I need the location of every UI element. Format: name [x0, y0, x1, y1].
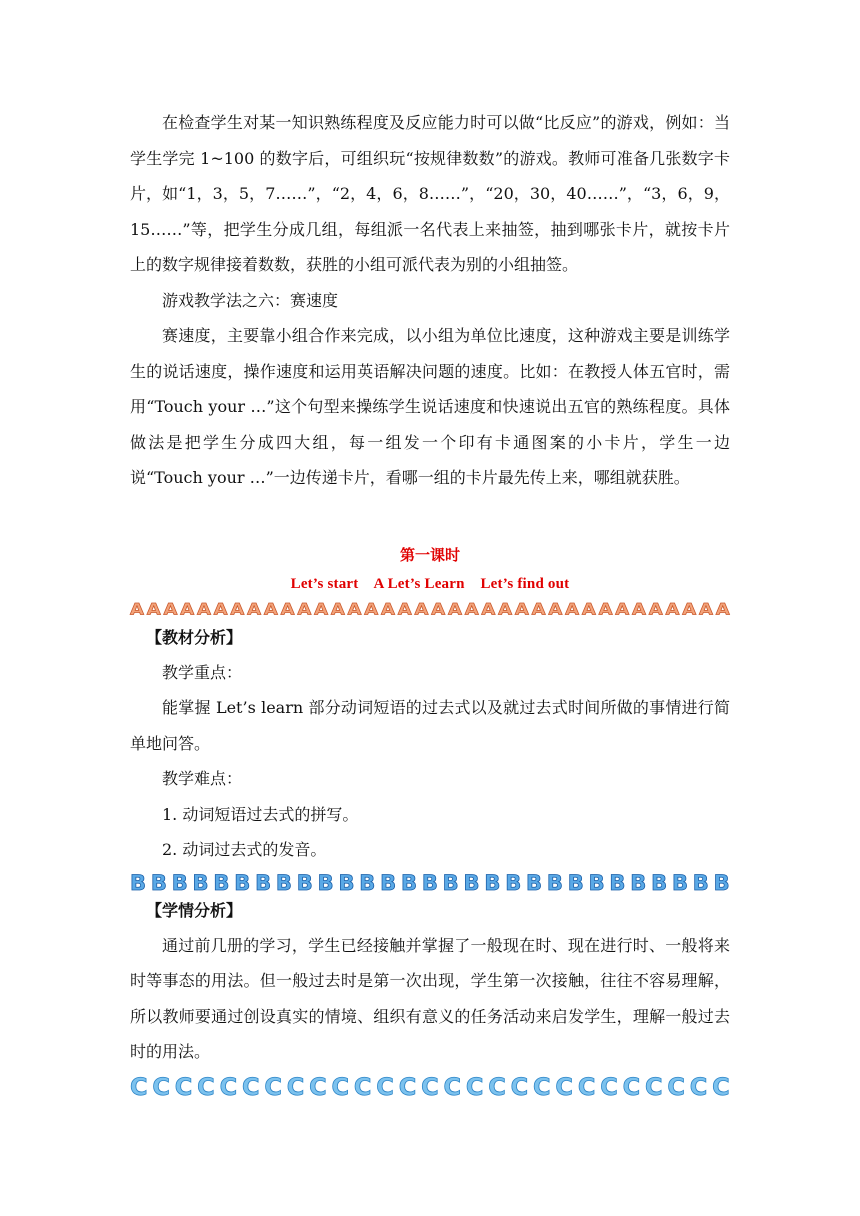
- divider-letter: B: [630, 870, 647, 895]
- teaching-focus-text: 能掌握 Let’s learn 部分动词短语的过去式以及就过去式时间所做的事情进行简单地问答。: [130, 698, 730, 753]
- divider-letter: A: [632, 600, 646, 619]
- divider-a-letters: [130, 599, 730, 621]
- difficulty-item-1: 1. 动词短语过去式的拼写。: [162, 804, 359, 824]
- divider-letter: A: [196, 600, 211, 619]
- divider-letter: C: [689, 1072, 708, 1101]
- lesson-title: 第一课时: [399, 547, 460, 564]
- divider-letter: C: [644, 1072, 663, 1101]
- divider-letter: B: [213, 870, 230, 895]
- divider-b-letters: [130, 872, 730, 894]
- divider-letter: A: [414, 600, 429, 619]
- divider-letter: C: [488, 1072, 506, 1101]
- divider-letter: C: [130, 1072, 148, 1101]
- game-paragraph-reaction: 在检查学生对某一知识熟练程度及反应能力时可以做“比反应”的游戏，例如：当学生学完 1~100 的数字后，可组织玩“按规律数数”的游戏。教师可准备几张数字卡片，如“1，3，5，7……”，“2，4，6，8……”，“20，30，40……”，“3，6，9，15……”等，把学生分成几组，每组派一名代表上来抽签，抽到哪张卡片，就按卡片上的数字规律接着数数，获胜的小组可派代表为别的小组抽签。: [130, 113, 730, 274]
- divider-letter: B: [400, 870, 417, 895]
- divider-letter: B: [317, 870, 334, 895]
- divider-letter: A: [514, 600, 529, 619]
- divider-letter: A: [682, 600, 697, 619]
- divider-letter: A: [481, 600, 496, 619]
- divider-letter: A: [698, 600, 713, 619]
- divider-letter: C: [667, 1072, 685, 1101]
- divider-letter: B: [692, 870, 709, 895]
- divider-letter: A: [381, 600, 395, 619]
- divider-letter: C: [197, 1072, 215, 1101]
- divider-letter: A: [364, 600, 379, 619]
- divider-letter: B: [275, 870, 292, 895]
- divider-letter: C: [264, 1072, 282, 1101]
- divider-letter: C: [376, 1072, 394, 1101]
- divider-letter: A: [297, 600, 312, 619]
- divider-letter: B: [588, 870, 605, 895]
- divider-letter: A: [130, 600, 144, 619]
- divider-letter: C: [219, 1072, 238, 1101]
- divider-letter: B: [609, 870, 626, 895]
- divider-letter: B: [255, 870, 272, 895]
- divider-letter: C: [555, 1072, 574, 1101]
- divider-letter: A: [247, 600, 262, 619]
- divider-letter: C: [309, 1072, 327, 1101]
- divider-letter: A: [665, 600, 680, 619]
- divider-letter: B: [192, 870, 209, 895]
- divider-letter: A: [280, 600, 295, 619]
- divider-letter: A: [598, 600, 613, 619]
- divider-letter: B: [463, 870, 480, 895]
- divider-letter: B: [651, 870, 668, 895]
- divider-letter: A: [531, 600, 546, 619]
- divider-letter: C: [421, 1072, 439, 1101]
- divider-letter: B: [338, 870, 355, 895]
- lesson-subtitle: Let’s start A Let’s Learn Let’s find out: [290, 575, 570, 592]
- divider-letter: C: [398, 1072, 417, 1101]
- divider-letter: C: [465, 1072, 484, 1101]
- divider-letter: A: [581, 600, 596, 619]
- divider-letter: A: [230, 600, 245, 619]
- divider-letter: A: [263, 600, 278, 619]
- divider-letter: B: [671, 870, 688, 895]
- divider-letter: A: [498, 600, 513, 619]
- teaching-focus-label: 教学重点：: [162, 662, 243, 682]
- divider-letter: C: [152, 1072, 171, 1101]
- divider-letter: C: [443, 1072, 462, 1101]
- divider-letter: B: [567, 870, 584, 895]
- divider-letter: B: [130, 870, 147, 895]
- divider-letter: A: [213, 600, 228, 619]
- divider-letter: B: [150, 870, 167, 895]
- divider-letter: A: [464, 600, 479, 619]
- divider-letter: B: [380, 870, 397, 895]
- divider-letter: A: [347, 600, 362, 619]
- divider-letter: C: [353, 1072, 372, 1101]
- divider-letter: C: [286, 1072, 305, 1101]
- divider-letter: B: [526, 870, 543, 895]
- divider-letter: A: [146, 600, 161, 619]
- material-analysis-heading: 【教材分析】: [146, 627, 243, 647]
- method-heading: 游戏教学法之六：赛速度: [162, 290, 339, 310]
- teaching-difficulty-label: 教学难点：: [162, 769, 243, 788]
- difficulty-item-2: 2. 动词过去式的发音。: [162, 840, 327, 859]
- divider-letter: B: [421, 870, 438, 895]
- student-analysis-text: 通过前几册的学习，学生已经接触并掌握了一般现在时、现在进行时、一般将来时等事态的用法。但一般过去时是第一次出现，学生第一次接触，往往不容易理解，所以教师要通过创设真实的情境、组织有意义的任务活动来启发学生，理解一般过去时的用法。: [130, 935, 730, 1061]
- divider-letter: C: [600, 1072, 618, 1101]
- divider-letter: B: [713, 870, 730, 895]
- divider-letter: C: [577, 1072, 596, 1101]
- divider-letter: A: [565, 600, 580, 619]
- divider-letter: B: [171, 870, 188, 895]
- divider-letter: B: [546, 870, 563, 895]
- divider-letter: B: [234, 870, 251, 895]
- divider-letter: A: [431, 600, 446, 619]
- divider-letter: C: [622, 1072, 641, 1101]
- document-page: [130, 105, 730, 1101]
- divider-letter: C: [510, 1072, 529, 1101]
- student-analysis-heading: 【学情分析】: [146, 900, 243, 920]
- divider-letter: C: [241, 1072, 260, 1101]
- divider-letter: A: [330, 600, 345, 619]
- divider-letter: B: [442, 870, 459, 895]
- divider-letter: C: [533, 1072, 551, 1101]
- divider-letter: A: [615, 600, 630, 619]
- divider-letter: B: [359, 870, 376, 895]
- divider-letter: A: [180, 600, 195, 619]
- game-paragraph-speed: 赛速度，主要靠小组合作来完成，以小组为单位比速度，这种游戏主要是训练学生的说话速度，操作速度和运用英语解决问题的速度。比如：在教授人体五官时，需用“Touch your …”这个句型来操练学生说话速度和快速说出五官的熟练程度。具体做法是把学生分成四大组，每一组发一个印有卡通图案的小卡片，学生一边说“Touch your …”一边传递卡片，看哪一组的卡片最先传上来，哪组就获胜。: [130, 326, 730, 487]
- divider-letter: B: [296, 870, 313, 895]
- divider-c-letters: [130, 1072, 730, 1101]
- divider-letter: A: [548, 600, 563, 619]
- divider-letter: B: [484, 870, 501, 895]
- divider-letter: C: [174, 1072, 193, 1101]
- divider-letter: A: [314, 600, 329, 619]
- divider-letter: C: [331, 1072, 350, 1101]
- divider-letter: A: [648, 600, 663, 619]
- divider-letter: A: [397, 600, 412, 619]
- divider-letter: A: [447, 600, 462, 619]
- divider-letter: A: [715, 600, 730, 619]
- divider-letter: A: [163, 600, 178, 619]
- divider-letter: C: [712, 1072, 730, 1101]
- divider-letter: B: [505, 870, 522, 895]
